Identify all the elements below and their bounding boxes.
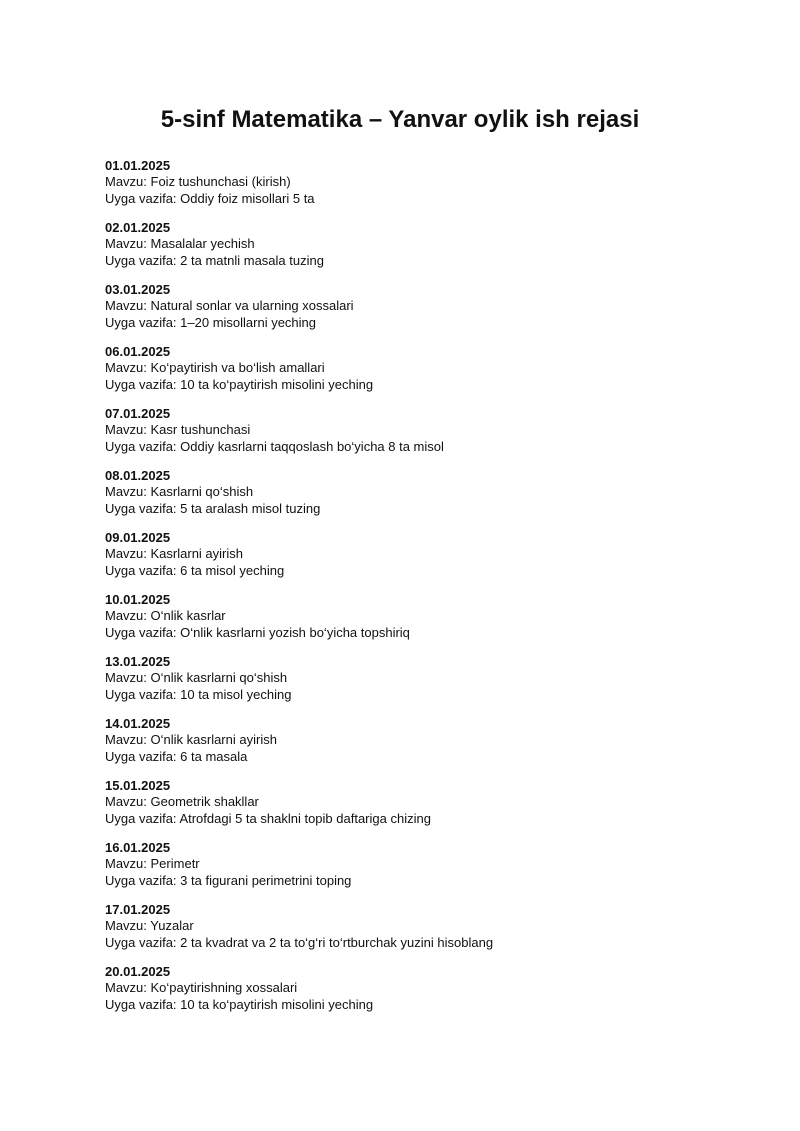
lesson-date: 14.01.2025 — [105, 716, 171, 731]
lesson-entry — [105, 530, 745, 592]
lesson-entry — [105, 964, 745, 1026]
homework-text: 2 ta matnli masala tuzing — [180, 252, 324, 268]
lesson-entry — [105, 902, 745, 964]
topic-label: Mavzu: — [105, 174, 151, 190]
homework-text: 6 ta misol yeching — [180, 562, 285, 578]
lesson-topic — [105, 856, 745, 872]
topic-text: O‘nlik kasrlarni ayirish — [150, 732, 277, 748]
lesson-homework — [105, 935, 745, 951]
homework-label: Uyga vazifa: — [105, 934, 181, 950]
lesson-homework — [105, 563, 745, 579]
topic-label: Mavzu: — [105, 546, 151, 562]
topic-text: Kasrlarni qo‘shish — [150, 484, 254, 500]
homework-label: Uyga vazifa: — [105, 562, 181, 578]
homework-text: 10 ta misol yeching — [180, 686, 292, 702]
topic-text: Natural sonlar va ularning xossalari — [150, 298, 354, 314]
lesson-date: 06.01.2025 — [105, 344, 171, 359]
lesson-entry — [105, 158, 745, 220]
topic-label: Mavzu: — [105, 732, 151, 748]
topic-text: Foiz tushunchasi (kirish) — [150, 174, 291, 190]
lesson-homework — [105, 253, 745, 269]
topic-label: Mavzu: — [105, 298, 151, 314]
lesson-entry — [105, 406, 745, 468]
lesson-date: 01.01.2025 — [105, 158, 171, 173]
topic-label: Mavzu: — [105, 918, 151, 934]
homework-text: Oddiy foiz misollari 5 ta — [180, 190, 315, 206]
page-title: 5-sinf Matematika – Yanvar oylik ish rejasi — [160, 106, 640, 133]
topic-label: Mavzu: — [105, 360, 151, 376]
lesson-topic — [105, 732, 745, 748]
lesson-topic — [105, 918, 745, 934]
topic-text: Kasr tushunchasi — [150, 422, 251, 438]
topic-label: Mavzu: — [105, 236, 151, 252]
lesson-homework — [105, 811, 745, 827]
lesson-entry — [105, 220, 745, 282]
lesson-topic — [105, 484, 745, 500]
lesson-date: 09.01.2025 — [105, 530, 171, 545]
topic-text: Geometrik shakllar — [150, 794, 259, 810]
topic-label: Mavzu: — [105, 608, 151, 624]
lesson-plan-list — [105, 158, 745, 1026]
homework-text: 5 ta aralash misol tuzing — [180, 500, 321, 516]
lesson-entry — [105, 592, 745, 654]
topic-label: Mavzu: — [105, 670, 151, 686]
lesson-date: 07.01.2025 — [105, 406, 171, 421]
topic-text: Masalalar yechish — [150, 236, 255, 252]
lesson-date: 03.01.2025 — [105, 282, 171, 297]
lesson-topic — [105, 236, 745, 252]
topic-text: O‘nlik kasrlarni qo‘shish — [150, 670, 288, 686]
homework-text: Oddiy kasrlarni taqqoslash bo‘yicha 8 ta misol — [180, 438, 444, 454]
lesson-topic — [105, 546, 745, 562]
lesson-date: 15.01.2025 — [105, 778, 171, 793]
lesson-entry — [105, 716, 745, 778]
topic-label: Mavzu: — [105, 422, 151, 438]
lesson-homework — [105, 687, 745, 703]
lesson-topic — [105, 174, 745, 190]
homework-label: Uyga vazifa: — [105, 748, 181, 764]
homework-text: O‘nlik kasrlarni yozish bo‘yicha topshiriq — [180, 624, 410, 640]
lesson-topic — [105, 298, 745, 314]
lesson-topic — [105, 608, 745, 624]
lesson-entry — [105, 282, 745, 344]
lesson-entry — [105, 778, 745, 840]
homework-text: 6 ta masala — [180, 748, 248, 764]
lesson-topic — [105, 360, 745, 376]
homework-label: Uyga vazifa: — [105, 624, 181, 640]
homework-text: 10 ta ko‘paytirish misolini yeching — [180, 996, 374, 1012]
homework-label: Uyga vazifa: — [105, 500, 181, 516]
homework-text: 3 ta figurani perimetrini toping — [180, 872, 352, 888]
homework-text: 10 ta ko‘paytirish misolini yeching — [180, 376, 374, 392]
lesson-homework — [105, 625, 745, 641]
homework-label: Uyga vazifa: — [105, 686, 181, 702]
lesson-date: 10.01.2025 — [105, 592, 171, 607]
topic-text: O‘nlik kasrlar — [150, 608, 226, 624]
homework-label: Uyga vazifa: — [105, 314, 181, 330]
homework-label: Uyga vazifa: — [105, 252, 181, 268]
lesson-date: 16.01.2025 — [105, 840, 171, 855]
topic-label: Mavzu: — [105, 980, 151, 996]
lesson-homework — [105, 873, 745, 889]
lesson-date: 13.01.2025 — [105, 654, 171, 669]
homework-text: 2 ta kvadrat va 2 ta to‘g‘ri to‘rtburchak yuzini hisoblang — [180, 934, 494, 950]
lesson-homework — [105, 439, 745, 455]
homework-label: Uyga vazifa: — [105, 376, 181, 392]
lesson-entry — [105, 840, 745, 902]
lesson-entry — [105, 654, 745, 716]
homework-text: 1–20 misollarni yeching — [180, 314, 317, 330]
lesson-homework — [105, 997, 745, 1013]
lesson-date: 02.01.2025 — [105, 220, 171, 235]
lesson-topic — [105, 670, 745, 686]
lesson-date: 17.01.2025 — [105, 902, 171, 917]
topic-text: Ko‘paytirish va bo‘lish amallari — [150, 360, 325, 376]
topic-text: Perimetr — [150, 856, 200, 872]
lesson-topic — [105, 980, 745, 996]
lesson-entry — [105, 468, 745, 530]
topic-label: Mavzu: — [105, 856, 151, 872]
lesson-topic — [105, 422, 745, 438]
homework-label: Uyga vazifa: — [105, 996, 181, 1012]
topic-label: Mavzu: — [105, 794, 151, 810]
topic-label: Mavzu: — [105, 484, 151, 500]
lesson-entry — [105, 344, 745, 406]
lesson-homework — [105, 377, 745, 393]
lesson-homework — [105, 191, 745, 207]
lesson-homework — [105, 315, 745, 331]
lesson-date: 08.01.2025 — [105, 468, 171, 483]
homework-label: Uyga vazifa: — [105, 190, 181, 206]
topic-text: Ko‘paytirishning xossalari — [150, 980, 298, 996]
topic-text: Yuzalar — [150, 918, 194, 934]
lesson-topic — [105, 794, 745, 810]
homework-label: Uyga vazifa: — [105, 438, 181, 454]
lesson-date: 20.01.2025 — [105, 964, 171, 979]
homework-text: Atrofdagi 5 ta shaklni topib daftariga chizing — [179, 810, 431, 826]
topic-text: Kasrlarni ayirish — [150, 546, 243, 562]
homework-label: Uyga vazifa: — [105, 810, 180, 826]
lesson-homework — [105, 501, 745, 517]
lesson-homework — [105, 749, 745, 765]
homework-label: Uyga vazifa: — [105, 872, 181, 888]
